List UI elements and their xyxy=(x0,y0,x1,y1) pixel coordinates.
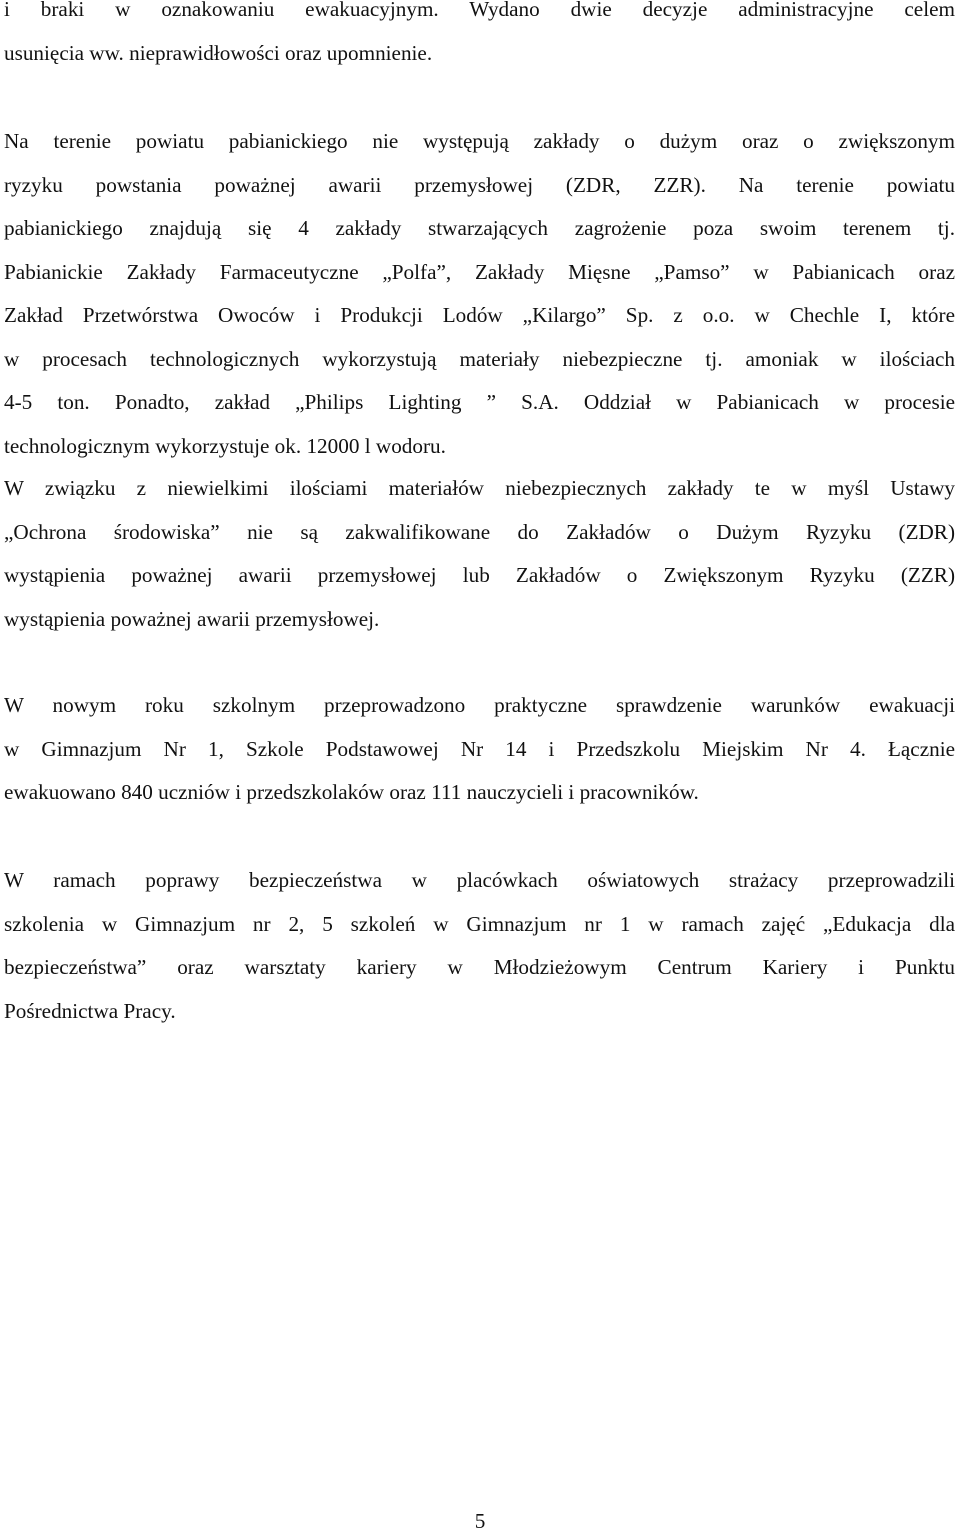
text-line: szkolenia w Gimnazjum nr 2, 5 szkoleń w Gimnazjum nr 1 w ramach zajęć „Edukacja dla xyxy=(4,911,955,936)
text-line: wystąpienia poważnej awarii przemysłowej lub Zakładów o Zwiększonym Ryzyku (ZZR) xyxy=(4,563,955,587)
text-line: usunięcia ww. nieprawidłowości oraz upomnienie. xyxy=(4,40,433,65)
text-line: w procesach technologicznych wykorzystują materiały niebezpieczne tj. amoniak w ilościach xyxy=(4,346,955,371)
text-line: i braki w oznakowaniu ewakuacyjnym. Wydano dwie decyzje administracyjne celem xyxy=(4,0,955,21)
paragraph-safety-training xyxy=(4,859,955,1033)
text-line: Na terenie powiatu pabianickiego nie występują zakłady o dużym oraz o zwiększonym xyxy=(4,129,955,153)
paragraph-hazardous-plants xyxy=(4,120,955,468)
text-line: 4-5 ton. Ponadto, zakład „Philips Lighting ” S.A. Oddział w Pabianicach w procesie xyxy=(4,390,955,414)
text-line: Pośrednictwa Pracy. xyxy=(4,998,176,1023)
text-line: wystąpienia poważnej awarii przemysłowej. xyxy=(4,606,380,631)
paragraph-school-evacuation xyxy=(4,684,955,815)
text-line: W ramach poprawy bezpieczeństwa w placówkach oświatowych strażacy przeprowadzili xyxy=(4,868,955,892)
text-line: W związku z niewielkimi ilościami materiałów niebezpiecznych zakłady te w myśl Ustawy xyxy=(4,476,955,500)
text-line: Zakład Przetwórstwa Owoców i Produkcji Lodów „Kilargo” Sp. z o.o. w Chechle I, które xyxy=(4,303,955,327)
text-line: technologicznym wykorzystuje ok. 12000 l wodoru. xyxy=(4,433,446,458)
text-line: w Gimnazjum Nr 1, Szkole Podstawowej Nr 14 i Przedszkolu Miejskim Nr 4. Łącznie xyxy=(4,736,955,761)
text-line: W nowym roku szkolnym przeprowadzono praktyczne sprawdzenie warunków ewakuacji xyxy=(4,693,955,717)
text-line: „Ochrona środowiska” nie są zakwalifikowane do Zakładów o Dużym Ryzyku (ZDR) xyxy=(4,519,955,544)
paragraph-evacuation-findings xyxy=(4,0,955,75)
text-line: ryzyku powstania poważnej awarii przemysłowej (ZDR, ZZR). Na terenie powiatu xyxy=(4,172,955,197)
text-line: Pabianickie Zakłady Farmaceutyczne „Polfa”, Zakłady Mięsne „Pamso” w Pabianicach oraz xyxy=(4,259,955,284)
paragraph-risk-classification xyxy=(4,467,955,641)
text-line: ewakuowano 840 uczniów i przedszkolaków oraz 111 nauczycieli i pracowników. xyxy=(4,780,699,804)
text-line: pabianickiego znajdują się 4 zakłady stwarzających zagrożenie poza swoim terenem tj. xyxy=(4,216,955,240)
text-line: bezpieczeństwa” oraz warsztaty kariery w Młodzieżowym Centrum Kariery i Punktu xyxy=(4,955,955,979)
page-number: 5 xyxy=(474,1509,486,1533)
